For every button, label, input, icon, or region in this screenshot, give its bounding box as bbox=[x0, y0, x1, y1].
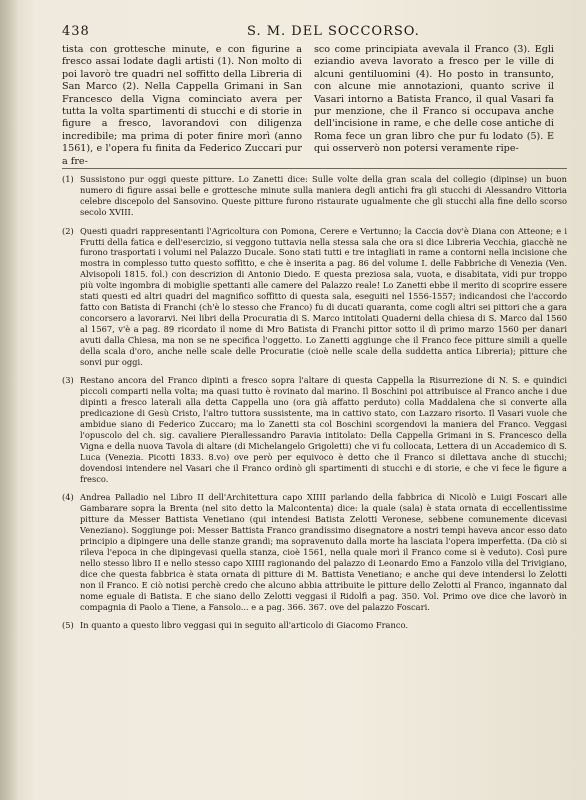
running-title: S. M. DEL SOCCORSO. bbox=[247, 24, 420, 39]
footnote-mark: (5) bbox=[62, 620, 74, 631]
main-text-right-column: sco come principiata avevala il Franco (3). Egli eziandio aveva lavorato a fresco per le ville di alcuni gentiluomini (4). Ho posto in transunto, con alcune mie annotazioni, quanto scrive il Vasari intorno a Batista Franco, il qual Vasari fa pur menzione, che il Franco si occupava anche dell'incisione in rame, e che delle cose antiche di Roma fece un gran libro che pur fu lodato (5). E qui osserverò non potersi veramente ripe- bbox=[314, 44, 554, 155]
footnote-text: In quanto a questo libro veggasi qui in seguito all'articolo di Giacomo Franco. bbox=[80, 620, 408, 631]
footnote bbox=[62, 226, 567, 368]
footnote-text: Sussistono pur oggi queste pitture. Lo Zanetti dice: Sulle volte della gran scala del collegio (dipinse) un buon numero di figure assai belle e grottesche minute sulla maniera degli antichi fra gli stucchi di Alessandro Vittoria celebre discepolo del Sansovino. Queste pitture furono ristaurate ugualmente che gli stucchi alla fine dello scorso secolo XVIII. bbox=[80, 174, 567, 217]
footnote-mark: (1) bbox=[62, 174, 74, 184]
binding-shadow bbox=[0, 0, 18, 800]
footnote-mark: (4) bbox=[62, 492, 74, 503]
footnote-text: Questi quadri rappresentanti l'Agricoltura con Pomona, Cerere e Vertunno; la Caccia dov'è Diana con Atteone; e i Frutti della fatica e dell'esercizio, si veggono tuttavia nella stessa sala che ora si dice Libreria Vecchia, giacchè ne furono trasportati i volumi nel Palazzo Ducale. Sono stati tutti e tre intagliati in rame a contorni nella incisione che mostra in complesso tutto questo soffitto, e che è inserita a pag. 86 del volume I. delle Fabbriche di Venezia (Ven. Alvisopoli 1815. fol.) con descrizion di Antonio Diedo. E questa preziosa sala, vuota, e disabitata, vidi pur troppo più volte ingombra di mobiglie spettanti alle camere del Palazzo reale! Lo Zanetti ebbe il merito di scoprire essere stati questi ed altri quadri del magnifico soffitto di questa sala, eseguiti nel 1556-1557; indicandosi che l'accordo fatto con Batista di Franchi (ch'è lo stesso che Franco) fu di ducati quaranta, come cogli altri sei pittori che a gara concorsero a lavorarvi. Nei libri della Procuratia di S. Marco intitolati Quaderni della chiesa di S. Marco dal 1560 al 1567, v'è a pag. 89 ricordato il nome di Mro Batista di Franchi pittor sotto il dì primo marzo 1560 per danari avuti dalla Chiesa, ma non se ne specifica l'oggetto. Lo Zanetti aggiunge che il Franco fece pitture simili a quelle della scala d'oro, anche nelle scale delle Procuratie (cioè nelle scale della suddetta antica Libreria); pitture che sonvi pur oggi. bbox=[80, 225, 567, 367]
footnote-text: Restano ancora del Franco dipinti a fresco sopra l'altare di questa Cappella la Risurrezione di N. S. e quindici piccoli comparti nella volta; ma quasi tutto è rovinato dal marino. Il Boschini poi attribuisce al Franco anche i due dipinti a fresco laterali alla detta Cappella uno (ora già affatto perduto) colla Maddalena che si converte alla predicazione di Gesù Cristo, l'altro tuttora sussistente, ma in cattivo stato, con Lazzaro risorto. Il Vasari vuole che ambidue siano di Federico Zuccaro; ma lo Zanetti sta col Boschini scorgendovi la maniera del Franco. Veggasi l'opuscolo del ch. sig. cavaliere Pierallessandro Paravia intitolato: Della Cappella Grimani in S. Francesco della Vigna e della nuova Tavola di altare (di Michelangelo Grigoletti) che vi fu collocata, Lettera di un Accademico di S. Luca (Venezia. Picotti 1833. 8.vo) ove però per equivoco è detto che il Franco si dilettava anche di stucchi; dovendosi intendere nel Vasari che il Franco ordinò gli spartimenti di stucchi e di storie, e che vi fece le figure a fresco. bbox=[80, 375, 567, 484]
page-header bbox=[62, 24, 567, 42]
footnote-mark: (3) bbox=[62, 375, 74, 386]
footnote-text: Andrea Palladio nel Libro II dell'Architettura capo XIIII parlando della fabbrica di Nicolò e Luigi Foscari alle Gambarare sopra la Brenta (nel sito detto la Malcontenta) dice: la quale (sala) è stata ornata di eccellentissime pitture da Messer Battista Venetiano (qui intendesi Batista Zelotti Veronese, sebbene comunemente dicevasi Veneziano). Soggiunge poi: Messer Battista Franco grandissimo disegnatore a nostri tempi haveva ancor esso dato principio a dipingere una delle stanze grandi; ma sopravenuto dalla morte ha lasciata l'opera imperfetta. (Da ciò si rileva l'epoca in che dipingevasi quella stanza, cioè 1561, nella quale morì il Franco come si è veduto). Così pure nello stesso libro II e nello stesso capo XIIII ragionando del palazzo di Leonardo Emo a Fanzolo villa del Trivigiano, dice che questa fabbrica è stata ornata di pitture di M. Battista Venetiano; e anche qui deve intendersi lo Zelotti non il Franco. E ciò notisi perchè credo che alcuno abbia attribuite le pitture dello Zelotti al Franco, ingannato dal nome eguale di Batista. E che siano dello Zelotti veggasi il Ridolfi a pag. 350. Vol. Primo ove dice che lavorò in compagnia di Paolo a Tiene, a Fansolo... e a pag. 366. 367. ove del palazzo Foscari. bbox=[80, 492, 567, 612]
main-text-left-column: tista con grottesche minute, e con figurine a fresco assai lodate dagli artisti (1). Non molto di poi lavorò tre quadri nel soffitto della Libreria di San Marco (2). Nella Cappella Grimani in San Francesco della Vigna cominciato avera per tutta la volta spartimenti di stucchi e di storie in figure a fresco, lavorandovi con diligenza incredibile; ma prima di poter finire morì (anno 1561), e l'opera fu finita da Federico Zuccari pur a fre- bbox=[62, 44, 302, 167]
footnote bbox=[62, 492, 567, 612]
footnote bbox=[62, 174, 567, 218]
footnote-divider bbox=[62, 168, 567, 169]
footnote bbox=[62, 375, 567, 484]
main-text bbox=[62, 44, 567, 168]
footnote bbox=[62, 620, 567, 631]
footnote-mark: (2) bbox=[62, 225, 74, 236]
page-number: 438 bbox=[62, 24, 90, 39]
footnotes bbox=[62, 174, 567, 639]
